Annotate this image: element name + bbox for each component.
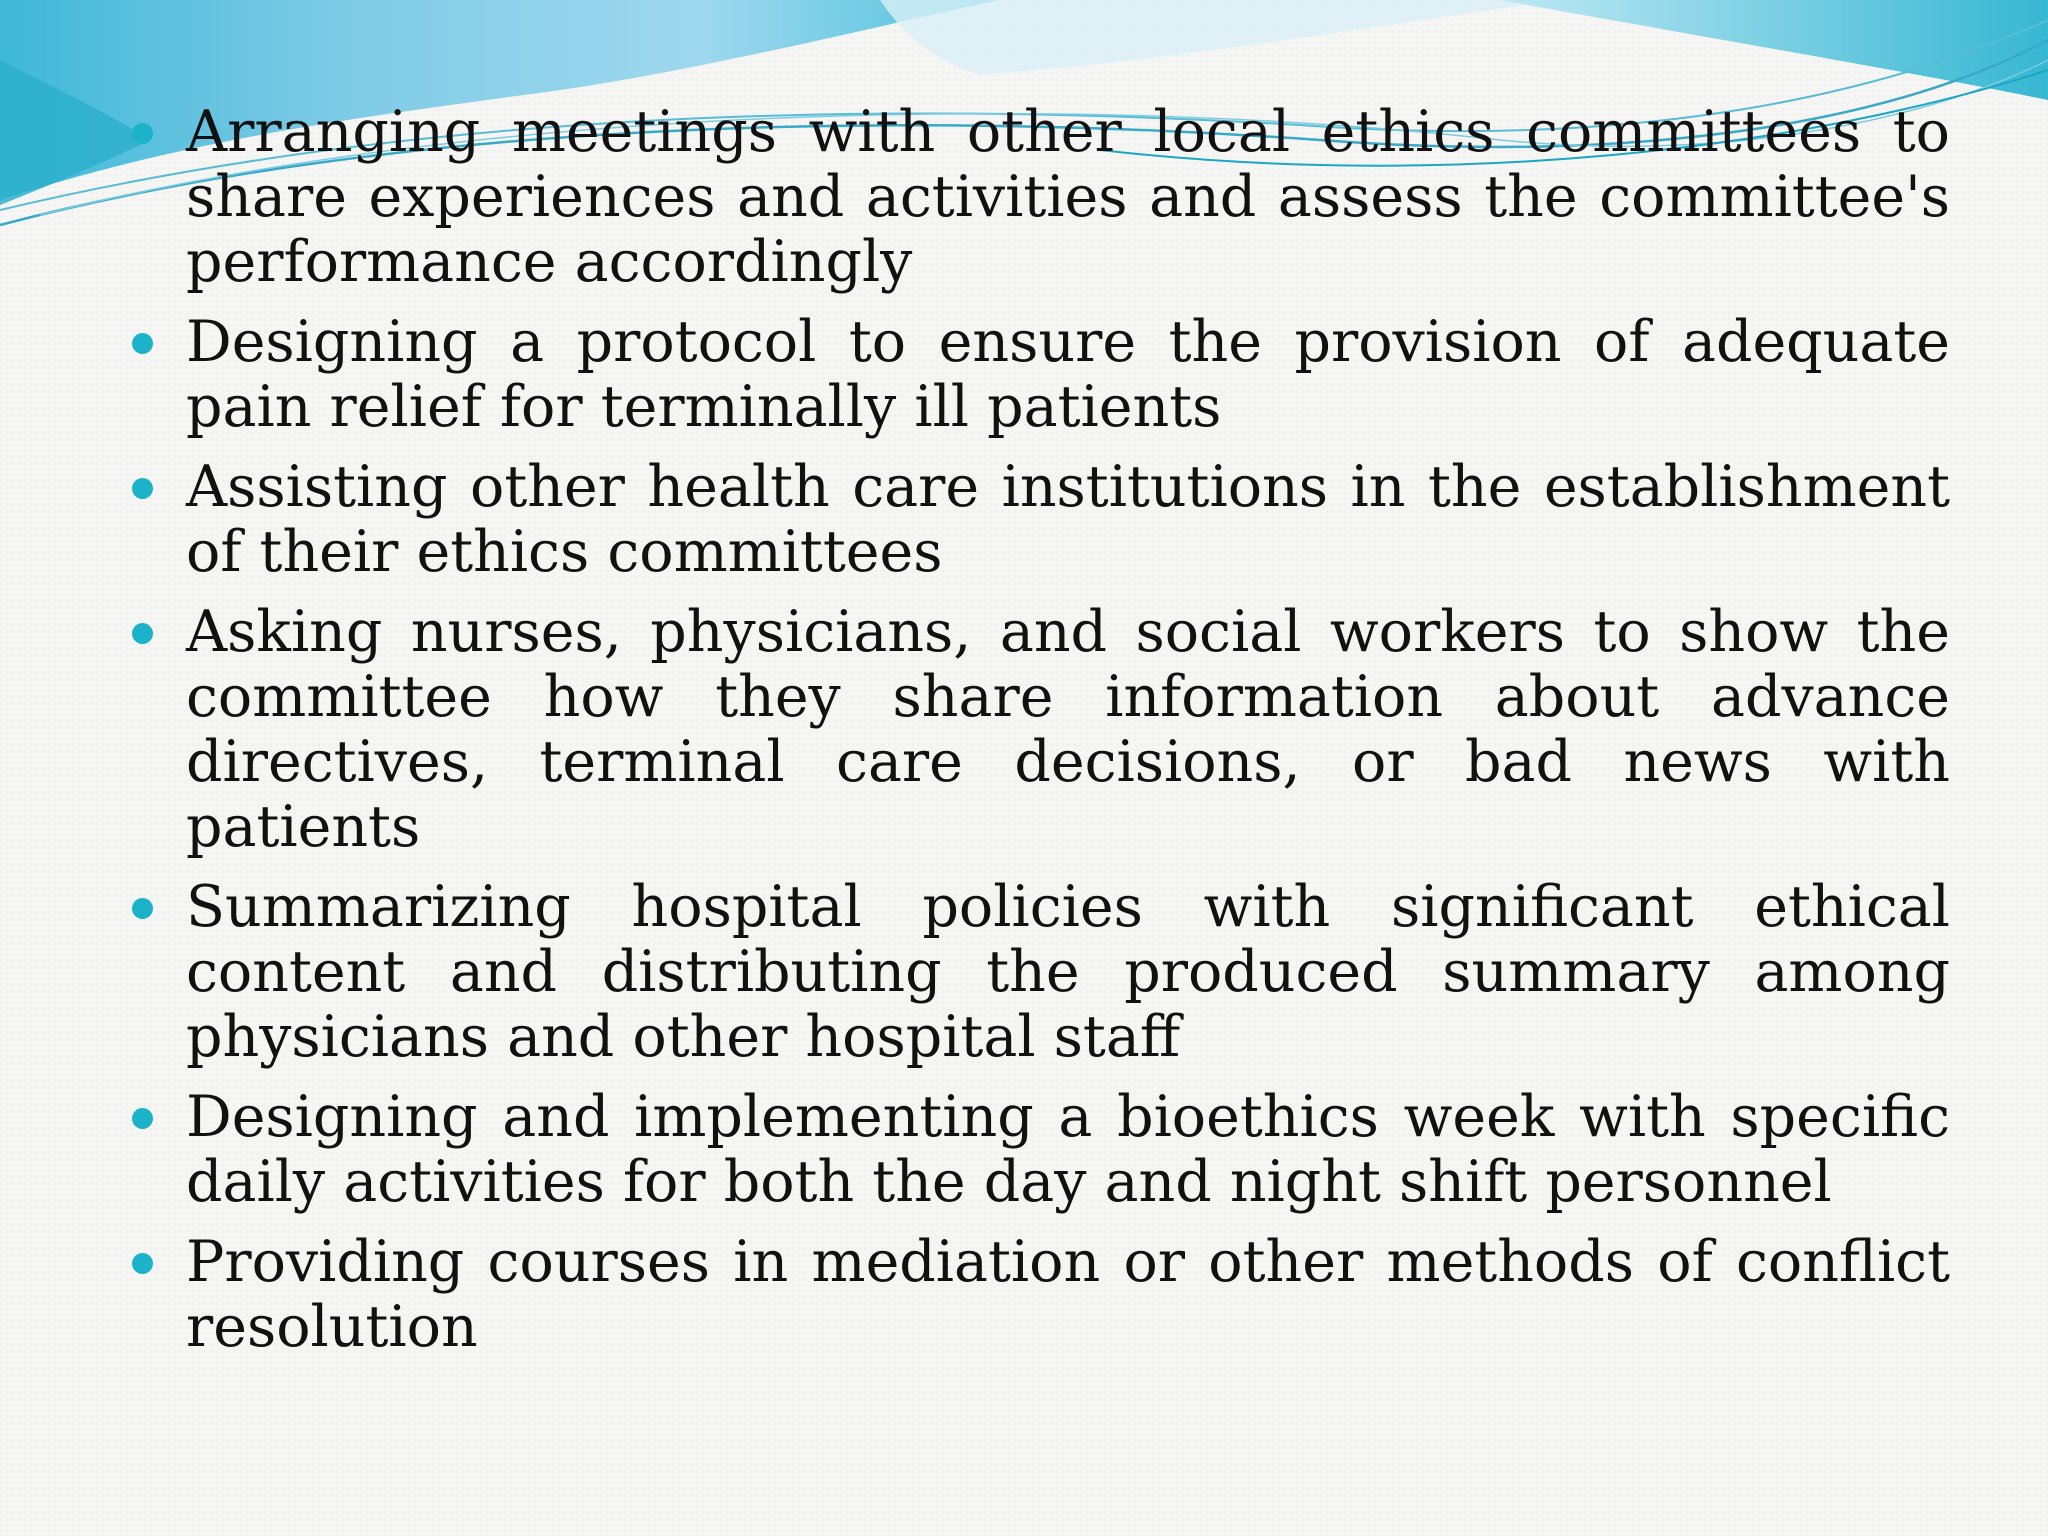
list-item <box>128 310 1950 440</box>
wave-band-right <box>1500 0 2048 100</box>
bullet-dot-icon <box>132 478 153 499</box>
bullet-dot-icon <box>132 123 153 144</box>
bullet-text: Assisting other health care institutions in the establishment of their ethics committees <box>186 454 1950 585</box>
bullet-text: Summarizing hospital policies with significant ethical content and distributing the produced summary among physicians and other hospital staff <box>186 874 1950 1070</box>
list-item <box>128 100 1950 295</box>
list-item <box>128 1085 1950 1215</box>
list-item <box>128 875 1950 1070</box>
bullet-dot-icon <box>132 333 153 354</box>
bullet-text: Designing and implementing a bioethics week with specific daily activities for both the day and night shift personnel <box>186 1084 1950 1215</box>
list-item <box>128 1230 1950 1360</box>
wave-band-center <box>880 0 1560 75</box>
bullet-text: Designing a protocol to ensure the provision of adequate pain relief for terminally ill patients <box>186 309 1950 440</box>
bullet-text: Arranging meetings with other local ethics committees to share experiences and activities and assess the committee's performance accordingly <box>186 99 1950 295</box>
bullet-text: Asking nurses, physicians, and social workers to show the committee how they share information about advance directives, terminal care decisions, or bad news with patients <box>186 599 1950 860</box>
bullet-dot-icon <box>132 1108 153 1129</box>
list-item <box>128 600 1950 860</box>
bullet-list <box>128 100 1950 1375</box>
bullet-dot-icon <box>132 623 153 644</box>
list-item <box>128 455 1950 585</box>
bullet-text: Providing courses in mediation or other methods of conflict resolution <box>186 1229 1950 1360</box>
bullet-dot-icon <box>132 1253 153 1274</box>
bullet-dot-icon <box>132 898 153 919</box>
